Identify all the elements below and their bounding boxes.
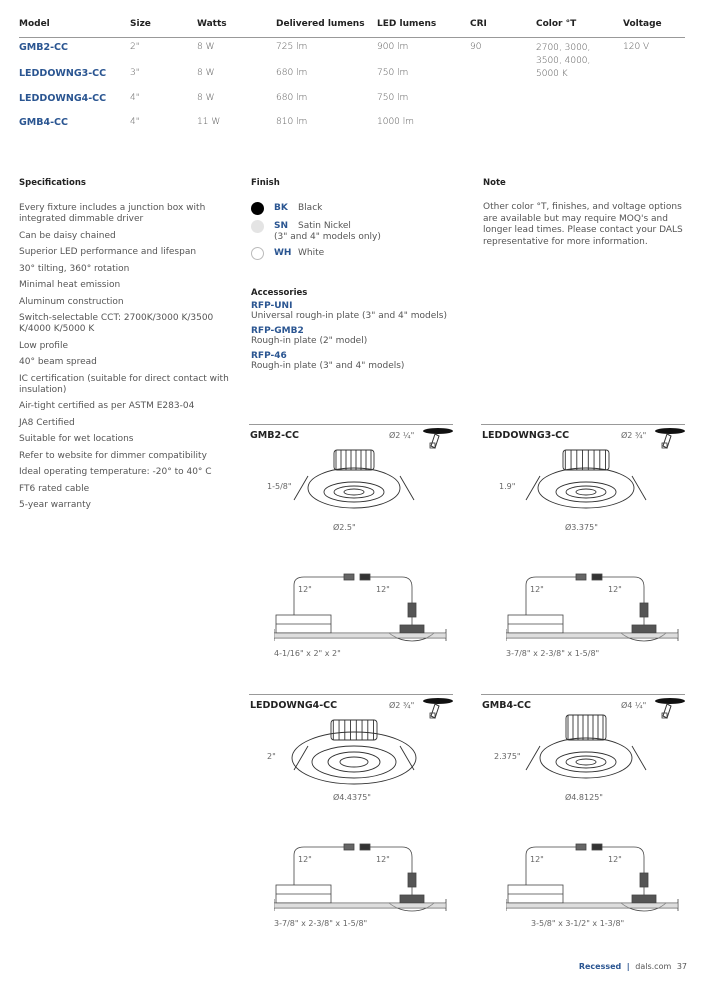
- wire-length-right: 12": [608, 585, 622, 594]
- cell-cri: 90: [470, 42, 482, 52]
- diagram-rule: [249, 694, 453, 695]
- wire-length-left: 12": [530, 855, 544, 864]
- finish-sub: (3" and 4" models only): [274, 232, 381, 242]
- diagram-model: LEDDOWNG3-CC: [482, 430, 570, 441]
- cell-led: 750 lm: [377, 93, 409, 103]
- cell-watts: 8 W: [197, 93, 215, 103]
- diagram-rule: [481, 694, 685, 695]
- black-swatch-icon: [251, 202, 264, 215]
- cell-model: LEDDOWNG4-CC: [19, 93, 107, 104]
- accessory-item: [251, 326, 471, 346]
- junction-box-size: 3-7/8" x 2-3/8" x 1-5/8": [274, 919, 368, 928]
- cell-delivered: 680 lm: [276, 68, 308, 78]
- spec-item: Can be daisy chained: [19, 230, 116, 241]
- junction-box-drawing: [506, 573, 681, 643]
- specifications-section: [19, 178, 229, 517]
- junction-box-drawing: [506, 843, 681, 913]
- accessory-desc: Universal rough-in plate (3" and 4" models): [251, 311, 448, 321]
- satin-nickel-swatch-icon: [251, 220, 264, 233]
- spec-item: Low profile: [19, 340, 69, 351]
- spec-item: IC certification (suitable for direct contact with insulation): [19, 373, 229, 395]
- cell-led: 1000 lm: [377, 117, 415, 127]
- accessory-desc: Rough-in plate (3" and 4" models): [251, 361, 405, 371]
- spec-item: Switch-selectable CCT: 2700K/3000 K/3500 K/4000 K/5000 K: [19, 313, 214, 334]
- spec-item: Suitable for wet locations: [19, 434, 134, 444]
- col-header-watts: Watts: [197, 19, 227, 29]
- color-t-line: 5000 K: [536, 69, 568, 79]
- diagram-rule: [481, 424, 685, 425]
- cell-led: 750 lm: [377, 68, 409, 78]
- cell-led: 900 lm: [377, 42, 409, 52]
- finish-option-wh: [251, 248, 471, 260]
- spec-item: 5-year warranty: [19, 500, 91, 510]
- cell-color-t: [536, 42, 590, 81]
- specifications-list: [19, 203, 229, 511]
- spec-item: JA8 Certified: [19, 417, 75, 428]
- cell-delivered: 680 lm: [276, 93, 308, 103]
- col-header-delivered-lumens: Delivered lumens: [276, 19, 365, 29]
- diagram-model: LEDDOWNG4-CC: [250, 700, 338, 711]
- cutout-diameter: Ø4 ¼": [621, 701, 647, 710]
- cell-model: LEDDOWNG3-CC: [19, 68, 107, 79]
- accessory-code: RFP-46: [251, 351, 287, 361]
- wire-length-left: 12": [298, 855, 312, 864]
- accessory-code: RFP-GMB2: [251, 326, 304, 336]
- finish-option-sn: [251, 221, 471, 242]
- col-header-led-lumens: LED lumens: [377, 19, 437, 29]
- col-header-voltage: Voltage: [623, 19, 662, 29]
- note-text: Other color °T, finishes, and voltage options are available but may require MOQ's and longer lead times. Please contact your DALS representative for more information.: [483, 202, 683, 247]
- finish-name: White: [298, 248, 325, 258]
- wire-length-left: 12": [530, 585, 544, 594]
- spec-item: Minimal heat emission: [19, 280, 121, 290]
- cell-watts: 11 W: [197, 117, 221, 127]
- accessory-item: [251, 351, 471, 371]
- col-header-color-t: Color °T: [536, 19, 577, 29]
- fixture-height: 2": [267, 752, 276, 761]
- finish-code: SN: [274, 221, 289, 231]
- fixture-drawing: [279, 710, 429, 790]
- finish-name: Black: [298, 203, 323, 213]
- spec-item: Every fixture includes a junction box with integrated dimmable driver: [19, 203, 206, 224]
- spec-item: Aluminum construction: [19, 296, 124, 307]
- footer-separator: |: [626, 962, 630, 971]
- fixture-diameter: Ø4.8125": [565, 793, 603, 802]
- finish-code: WH: [274, 248, 292, 258]
- cell-size: 4": [130, 117, 140, 127]
- spec-item: Superior LED performance and lifespan: [19, 247, 197, 257]
- finish-name: Satin Nickel: [298, 221, 351, 231]
- footer-site: dals.com: [635, 962, 672, 971]
- col-header-cri: CRI: [470, 19, 487, 29]
- fixture-drawing: [279, 440, 429, 520]
- footer-section: Recessed: [578, 962, 622, 971]
- fixture-height: 1-5/8": [267, 482, 292, 491]
- accessory-item: [251, 301, 471, 321]
- spec-item: FT6 rated cable: [19, 483, 90, 494]
- fixture-height: 2.375": [494, 752, 521, 761]
- white-swatch-icon: [251, 247, 264, 260]
- table-header-rule: [19, 37, 685, 38]
- cell-delivered: 810 lm: [276, 117, 308, 127]
- diagram-model: GMB4-CC: [482, 700, 531, 711]
- wire-length-right: 12": [608, 855, 622, 864]
- spec-item: Air-tight certified as per ASTM E283-04: [19, 401, 195, 411]
- fixture-drawing: [511, 440, 661, 520]
- wire-length-right: 12": [376, 585, 390, 594]
- spec-item: 30° tilting, 360° rotation: [19, 263, 130, 274]
- cell-watts: 8 W: [197, 68, 215, 78]
- color-t-line: 3500, 4000,: [536, 56, 591, 66]
- wire-length-left: 12": [298, 585, 312, 594]
- finish-option-bk: [251, 203, 471, 215]
- cell-model: GMB4-CC: [19, 117, 68, 128]
- spec-item: Ideal operating temperature: -20° to 40° C: [19, 467, 212, 477]
- accessories-title: Accessories: [251, 288, 308, 298]
- finish-section: [251, 178, 471, 266]
- junction-box-drawing: [274, 843, 449, 913]
- page-footer: [579, 962, 687, 971]
- color-t-line: 2700, 3000,: [536, 43, 591, 53]
- cell-watts: 8 W: [197, 42, 215, 52]
- cell-delivered: 725 lm: [276, 42, 308, 52]
- finish-code: BK: [274, 203, 288, 213]
- fixture-diameter: Ø3.375": [565, 523, 598, 532]
- cell-size: 4": [130, 93, 140, 103]
- spec-item: Refer to website for dimmer compatibility: [19, 450, 207, 461]
- footer-page-number: 37: [676, 962, 687, 971]
- spec-item: 40° beam spread: [19, 357, 97, 367]
- junction-box-size: 3-7/8" x 2-3/8" x 1-5/8": [506, 649, 600, 658]
- cutout-diameter: Ø2 ¾": [389, 701, 415, 710]
- note-section: [483, 178, 683, 248]
- fixture-height: 1.9": [499, 482, 516, 491]
- diagram-rule: [249, 424, 453, 425]
- cell-size: 2": [130, 42, 140, 52]
- junction-box-size: 4-1/16" x 2" x 2": [274, 649, 341, 658]
- cell-size: 3": [130, 68, 140, 78]
- note-title: Note: [483, 178, 506, 188]
- accessory-code: RFP-UNI: [251, 301, 293, 311]
- cutout-diameter: Ø2 ¼": [389, 431, 415, 440]
- accessory-desc: Rough-in plate (2" model): [251, 336, 368, 346]
- junction-box-drawing: [274, 573, 449, 643]
- col-header-size: Size: [130, 19, 151, 29]
- wire-length-right: 12": [376, 855, 390, 864]
- diagram-model: GMB2-CC: [250, 430, 299, 441]
- fixture-diameter: Ø2.5": [333, 523, 356, 532]
- cutout-diameter: Ø2 ¾": [621, 431, 647, 440]
- fixture-diameter: Ø4.4375": [333, 793, 371, 802]
- specifications-title: Specifications: [19, 178, 86, 188]
- accessories-section: [251, 288, 471, 376]
- cell-voltage: 120 V: [623, 42, 650, 52]
- junction-box-size: 3-5/8" x 3-1/2" x 1-3/8": [531, 919, 625, 928]
- cell-model: GMB2-CC: [19, 42, 68, 53]
- finish-title: Finish: [251, 178, 280, 188]
- col-header-model: Model: [19, 19, 50, 29]
- fixture-drawing: [511, 710, 661, 790]
